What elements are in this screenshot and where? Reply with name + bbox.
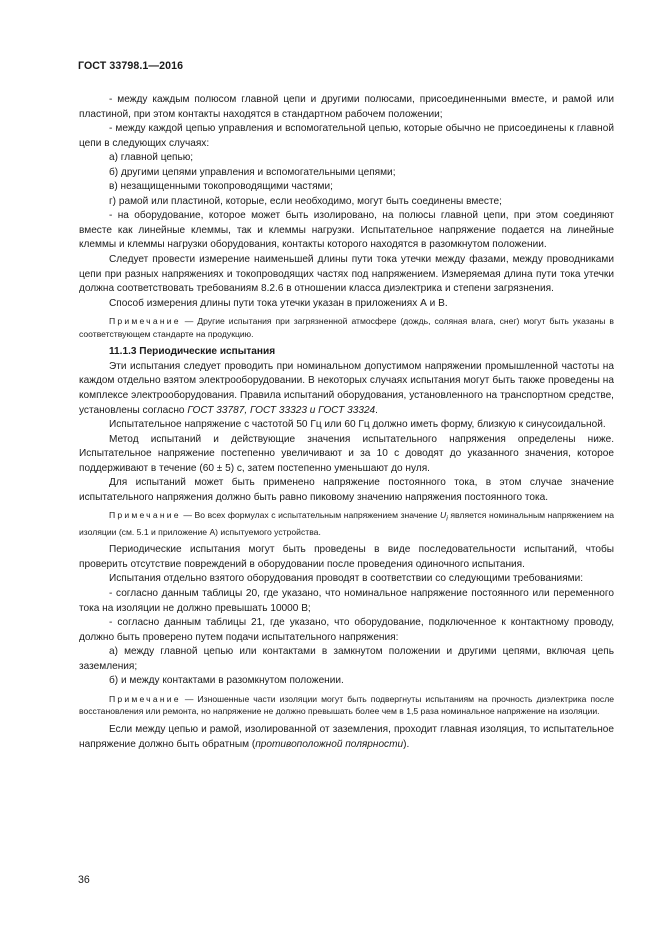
paragraph: Способ измерения длины пути тока утечки указан в приложениях А и В. [109,297,448,309]
note [79,693,614,718]
note-label: Примечание [109,510,181,521]
section-heading: 11.1.3 Периодические испытания [109,346,276,358]
paragraph-end: . [375,404,378,416]
list-item: в) незащищенными токопроводящими частями; [109,181,333,193]
voltage-subscript: i [446,515,448,524]
note-text: — Изношенные части изоляции могут быть подвергнуты испытаниям на прочность диэлектрика после восстановления или ремонта, но напряжение не должно превышать более чем в 1,5 раза номинальное напряжение на изоляции. [79,693,614,717]
paragraph: Метод испытаний и действующие значения испытательного напряжения определены ниже. Испытательное напряжение постепенно увеличивают и за 10 с доводят до указанного значения, которое поддерживают в течение (60 ± 5) с, затем постепенно уменьшают до нуля. [79,433,614,474]
list-item: - согласно данным таблицы 21, где указано, что оборудование, подключенное к контактному проводу, должно быть проверено путем подачи испытательного напряжения: [79,617,614,643]
list-item: г) рамой или пластиной, которые, если необходимо, могут быть соединены вместе; [109,195,502,207]
document-header: ГОСТ 33798.1—2016 [78,60,184,72]
paragraph-end: ). [403,738,410,750]
paragraph: Испытания отдельно взятого оборудования проводят в соответствии со следующими требованиями: [109,573,584,585]
paragraph-text: Если между цепью и рамой, изолированной от заземления, проходит главная изоляция, то испытательное напряжение должно быть обратным ( [79,723,614,750]
paragraph [79,723,614,752]
paragraph: - между каждым полюсом главной цепи и другими полюсами, присоединенными вместе, и рамой или пластиной, при этом контакты находятся в стандартном рабочем положении; [79,94,614,120]
voltage-symbol: U [440,510,447,521]
paragraph: Для испытаний может быть применено напряжение постоянного тока, в этом случае значение испытательного напряжения должно быть равно пиковому значению напряжения постоянного тока. [79,477,614,503]
list-item: б) другими цепями управления и вспомогательными цепями; [109,166,396,178]
paragraph-text: Эти испытания следует проводить при номинальном допустимом напряжении промышленной частоты на каждом отдельно взятом электрооборудовании. В некоторых случаях испытания могут быть также проведены на комплексе электрооборудования. Правила испытаний оборудования, установленного на транспортном средстве, установлены согласно [79,360,614,416]
paragraph: Испытательное напряжение с частотой 50 Гц или 60 Гц должно иметь форму, близкую к синусоидальной. [109,419,606,431]
list-item: а) между главной цепью или контактами в замкнутом положении и другими цепями, включая цепь заземления; [79,646,614,672]
paragraph: Периодические испытания могут быть проведены в виде последовательности испытаний, чтобы проверить отсутствие повреждений в оборудовании после проведения одиночного испытания. [79,544,614,570]
standard-references: ГОСТ 33787, ГОСТ 33323 и ГОСТ 33324 [187,404,376,416]
paragraph: Следует провести измерение наименьшей длины пути тока утечки между фазами, между проводниками цепи при разных напряжениях и токопроводящих частях под напряжением. Измеряемая длина пути тока утечки должна соответствовать требованиям 8.2.6 в отношении класса диэлектрика и степени загрязнения. [79,254,614,295]
list-item: а) главной цепью; [109,152,194,164]
note-text: — Другие испытания при загрязненной атмосфере (дождь, соляная влага, снег) могут быть указаны в соответствующем стандарте на продукцию. [79,316,614,339]
paragraph [79,360,614,418]
paragraph: - на оборудование, которое может быть изолировано, на полюсы главной цепи, при этом соединяют вместе как линейные клеммы, так и клеммы нагрузки. Испытательное напряжение подается на линейные клеммы и клеммы нагрузки оборудования, контакты которого находятся в разомкнутом положении. [79,210,614,251]
note-label: Примечание [109,316,181,327]
note-text: — Во всех формулах с испытательным напряжением значение [183,510,441,521]
note [79,315,614,340]
page-content [79,93,614,752]
note [79,509,614,538]
page-number: 36 [78,874,90,886]
note-text: является номинальным напряжением на изоляции (см. 5.1 и приложение А) испытуемого устройства. [79,510,615,537]
italic-term: противоположной полярности [255,738,404,750]
list-item: - согласно данным таблицы 20, где указано, что номинальное напряжение постоянного или переменного тока на изоляции не должно превышать 10000 В; [79,587,614,614]
paragraph: - между каждой цепью управления и вспомогательной цепью, которые обычно не присоединены к главной цепи в следующих случаях: [79,123,614,149]
note-label: Примечание [109,693,181,704]
list-item: б) и между контактами в разомкнутом положении. [109,675,344,687]
